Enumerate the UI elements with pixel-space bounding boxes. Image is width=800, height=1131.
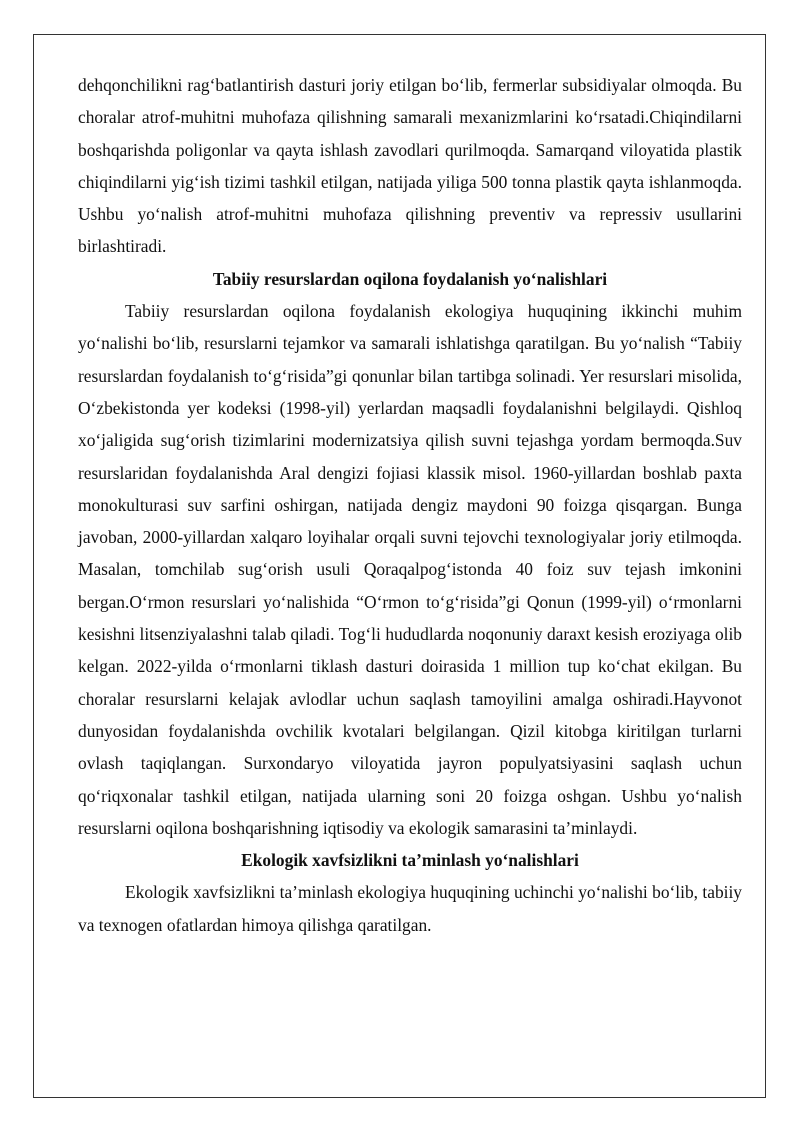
paragraph-continuation: dehqonchilikni rag‘batlantirish dasturi joriy etilgan bo‘lib, fermerlar subsidiyalar olmoqda. Bu choralar atrof-muhitni muhofaza qilishning samarali mexanizmlarini ko‘rsatadi.Chiqindilarni boshqarishda poligonlar va qayta ishlash zavodlari qurilmoqda. Samarqand viloyatida plastik chiqindilarni yig‘ish tizimi tashkil etilgan, natijada yiliga 500 tonna plastik qayta ishlanmoqda. Ushbu yo‘nalish atrof-muhitni muhofaza qilishning preventiv va repressiv usullarini birlashtiradi.	[78, 75, 742, 257]
section-heading-natural-resources: Tabiiy resurslardan oqilona foydalanish yo‘nalishlari	[212, 268, 608, 289]
paragraph-ecological-safety: Ekologik xavfsizlikni ta’minlash ekologiya huquqining uchinchi yo‘nalishi bo‘lib, tabiiy va texnogen ofatlardan himoya qilishga qaratilgan.	[78, 882, 742, 935]
section-heading-ecological-safety: Ekologik xavfsizlikni ta’minlash yo‘nalishlari	[241, 850, 579, 871]
document-body	[78, 69, 742, 941]
paragraph-natural-resources: Tabiiy resurslardan oqilona foydalanish ekologiya huquqining ikkinchi muhim yo‘nalishi bo‘lib, resurslarni tejamkor va samarali ishlatishga qaratilgan. Bu yo‘nalish “Tabiiy resurslardan foydalanish to‘g‘risida”gi qonunlar bilan tartibga solinadi. Yer resurslari misolida, O‘zbekistonda yer kodeksi (1998-yil) yerlardan maqsadli foydalanishni belgilaydi. Qishloq xo‘jaligida sug‘orish tizimlarini modernizatsiya qilish suvni tejashga yordam bermoqda.Suv resurslaridan foydalanishda Aral dengizi fojiasi klassik misol. 1960-yillardan boshlab paxta monokulturasi suv sarfini oshirgan, natijada dengiz maydoni 90 foizga qisqargan. Bunga javoban, 2000-yillardan xalqaro loyihalar orqali suvni tejovchi texnologiyalar joriy etilmoqda. Masalan, tomchilab sug‘orish usuli Qoraqalpog‘istonda 40 foiz suv tejash imkonini bergan.O‘rmon resurslari yo‘nalishida “O‘rmon to‘g‘risida”gi Qonun (1999-yil) o‘rmonlarni kesishni litsenziyalashni talab qiladi. Tog‘li hududlarda noqonuniy daraxt kesish eroziyaga olib kelgan. 2022-yilda o‘rmonlarni tiklash dasturi doirasida 1 million tup ko‘chat ekilgan. Bu choralar resurslarni kelajak avlodlar uchun saqlash tamoyilini amalga oshiradi.Hayvonot dunyosidan foydalanishda ovchilik kvotalari belgilangan. Qizil kitobga kiritilgan turlarni ovlash taqiqlangan. Surxondaryo viloyatida jayron populyatsiyasini saqlash uchun qo‘riqxonalar tashkil etilgan, natijada ularning soni 20 foizga oshgan. Ushbu yo‘nalish resurslarni oqilona boshqarishning iqtisodiy va ekologik samarasini ta’minlaydi.	[78, 301, 742, 838]
